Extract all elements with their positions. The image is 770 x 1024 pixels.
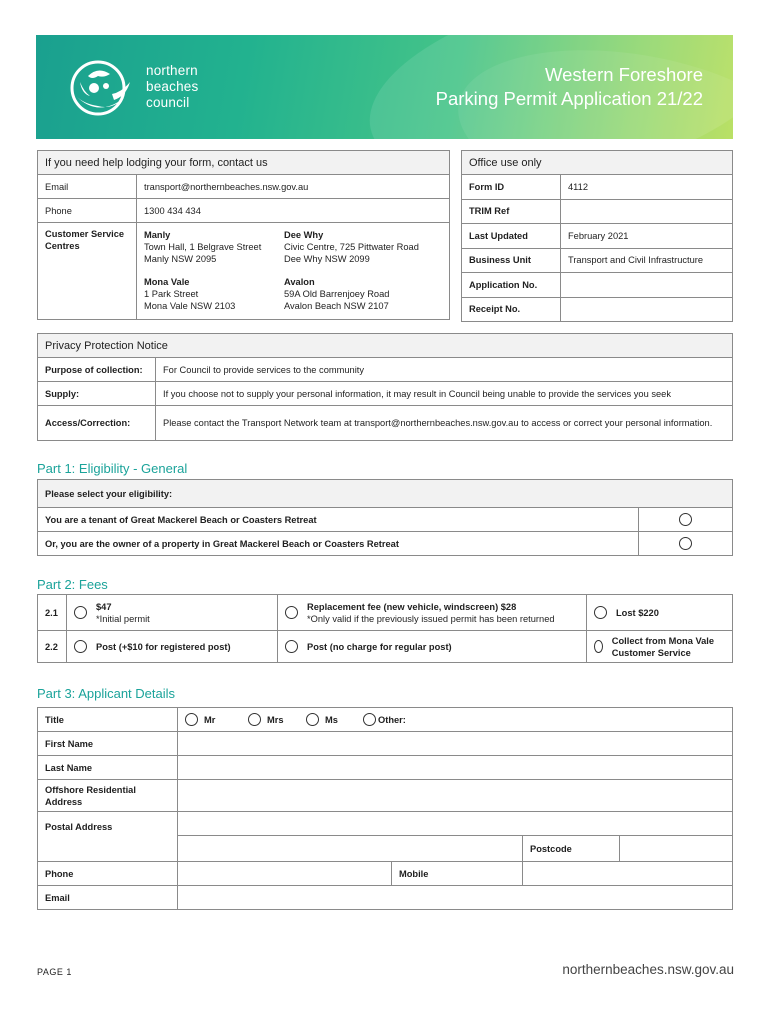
title-mr-radio[interactable] [185,713,198,726]
privacy-value: If you choose not to supply your personal information, it may result in Council being unable to provide the services you seek [156,382,733,406]
office-label: Form ID [462,175,561,200]
fee-initial-cell [67,595,278,631]
office-label: Business Unit [462,248,561,273]
privacy-label: Purpose of collection: [38,358,156,382]
contact-heading: If you need help lodging your form, contact us [38,151,450,175]
centre-line: 59A Old Barrenjoey Road [284,289,390,299]
centre-dee-why [284,229,442,265]
title-option-label: Ms [325,714,338,725]
email-label: Email [38,175,137,199]
privacy-heading: Privacy Protection Notice [38,334,733,358]
first-name-label: First Name [38,732,178,756]
phone-label: Phone [38,862,178,886]
mobile-field[interactable] [523,862,733,886]
title-line-2: Parking Permit Application 21/22 [435,88,703,109]
centres-label: Customer Service Centres [38,223,137,320]
page-title [436,63,703,111]
last-name-label: Last Name [38,756,178,780]
office-value: February 2021 [561,224,733,249]
delivery-collect-cell [587,631,733,663]
logo-line: northern [146,63,198,78]
fee-row-number: 2.1 [38,595,67,631]
office-label: TRIM Ref [462,199,561,224]
eligibility-option-label: Or, you are the owner of a property in Great Mackerel Beach or Coasters Retreat [38,532,639,556]
fee-replacement-label: Replacement fee (new vehicle, windscreen) $28 [307,601,517,612]
title-label: Title [38,708,178,732]
fee-initial-label: $47 [96,601,112,612]
title-option-label: Mr [204,714,216,725]
centre-avalon [284,276,442,312]
centre-line: Mona Vale NSW 2103 [144,301,236,311]
part1-title: Part 1: Eligibility - General [37,461,188,476]
centre-line: Avalon Beach NSW 2107 [284,301,389,311]
applicant-table [37,707,733,910]
delivery-registered-cell [67,631,278,663]
delivery-regular-cell [278,631,587,663]
page-number: PAGE 1 [37,967,72,977]
fee-lost-label: Lost $220 [616,607,659,618]
centre-name: Manly [144,230,171,240]
header-banner [36,35,733,139]
delivery-registered-radio[interactable] [74,640,87,653]
fee-initial-note: *Initial permit [96,613,150,624]
office-value: 4112 [561,175,733,200]
title-ms-radio[interactable] [306,713,319,726]
council-logo-text [146,63,198,111]
centre-line: Dee Why NSW 2099 [284,254,370,264]
eligibility-heading: Please select your eligibility: [38,480,733,508]
title-other-radio[interactable] [363,713,376,726]
eligibility-tenant-radio[interactable] [679,513,692,526]
centre-line: Town Hall, 1 Belgrave Street [144,242,262,252]
centre-manly [144,229,284,265]
footer-url[interactable]: northernbeaches.nsw.gov.au [562,962,734,977]
office-use-table [461,150,733,322]
postcode-field[interactable] [620,836,733,862]
delivery-collect-radio[interactable] [594,640,603,653]
eligibility-owner-cell [639,532,733,556]
last-name-field[interactable] [178,756,733,780]
offshore-address-label: Offshore Residential Address [38,780,178,812]
delivery-registered-label: Post (+$10 for registered post) [96,641,231,652]
fee-replacement-note: *Only valid if the previously issued permit has been returned [307,613,555,624]
mobile-label: Mobile [392,862,523,886]
office-value [561,199,733,224]
fee-replacement-cell [278,595,587,631]
phone-label: Phone [38,199,137,223]
centre-mona-vale [144,276,284,312]
title-mrs-radio[interactable] [248,713,261,726]
eligibility-tenant-cell [639,508,733,532]
privacy-value: For Council to provide services to the community [156,358,733,382]
delivery-regular-label: Post (no charge for regular post) [307,641,452,652]
privacy-value: Please contact the Transport Network team at transport@northernbeaches.nsw.gov.au to access or correct your personal information. [156,406,733,441]
fee-row-number: 2.2 [38,631,67,663]
email-label: Email [38,886,178,910]
eligibility-option-label: You are a tenant of Great Mackerel Beach or Coasters Retreat [38,508,639,532]
fee-initial-radio[interactable] [74,606,87,619]
centre-name: Avalon [284,277,315,287]
delivery-collect-label: Collect from Mona Vale Customer Service [611,635,715,658]
title-line-1: Western Foreshore [545,64,703,85]
title-option-label: Mrs [267,714,284,725]
office-heading: Office use only [462,151,733,175]
centre-line: 1 Park Street [144,289,199,299]
office-label: Last Updated [462,224,561,249]
part2-title: Part 2: Fees [37,577,108,592]
email-value[interactable]: transport@northernbeaches.nsw.gov.au [137,175,450,199]
postal-address-field[interactable] [178,812,733,836]
part3-title: Part 3: Applicant Details [37,686,176,701]
office-value [561,273,733,298]
delivery-regular-radio[interactable] [285,640,298,653]
offshore-address-field[interactable] [178,780,733,812]
first-name-field[interactable] [178,732,733,756]
privacy-table [37,333,733,441]
eligibility-owner-radio[interactable] [679,537,692,550]
centre-line: Manly NSW 2095 [144,254,217,264]
logo-line: council [146,95,190,110]
fees-table [37,594,733,663]
eligibility-table [37,479,733,556]
phone-field[interactable] [178,862,392,886]
fee-lost-cell [587,595,733,631]
council-logo-icon [68,56,140,118]
title-options [178,708,733,732]
office-value: Transport and Civil Infrastructure [561,248,733,273]
fee-replacement-radio[interactable] [285,606,298,619]
postal-address-line2-field[interactable] [178,836,523,862]
office-label: Application No. [462,273,561,298]
postal-address-label: Postal Address [38,812,178,862]
privacy-label: Access/Correction: [38,406,156,441]
contact-table [37,150,450,320]
office-label: Receipt No. [462,297,561,322]
email-field[interactable] [178,886,733,910]
centre-name: Dee Why [284,230,324,240]
centre-line: Civic Centre, 725 Pittwater Road [284,242,419,252]
privacy-label: Supply: [38,382,156,406]
phone-value: 1300 434 434 [137,199,450,223]
title-option-label: Other: [378,714,406,725]
postcode-label: Postcode [523,836,620,862]
logo-line: beaches [146,79,199,94]
centres-grid [137,223,450,320]
office-value [561,297,733,322]
fee-lost-radio[interactable] [594,606,607,619]
centre-name: Mona Vale [144,277,190,287]
